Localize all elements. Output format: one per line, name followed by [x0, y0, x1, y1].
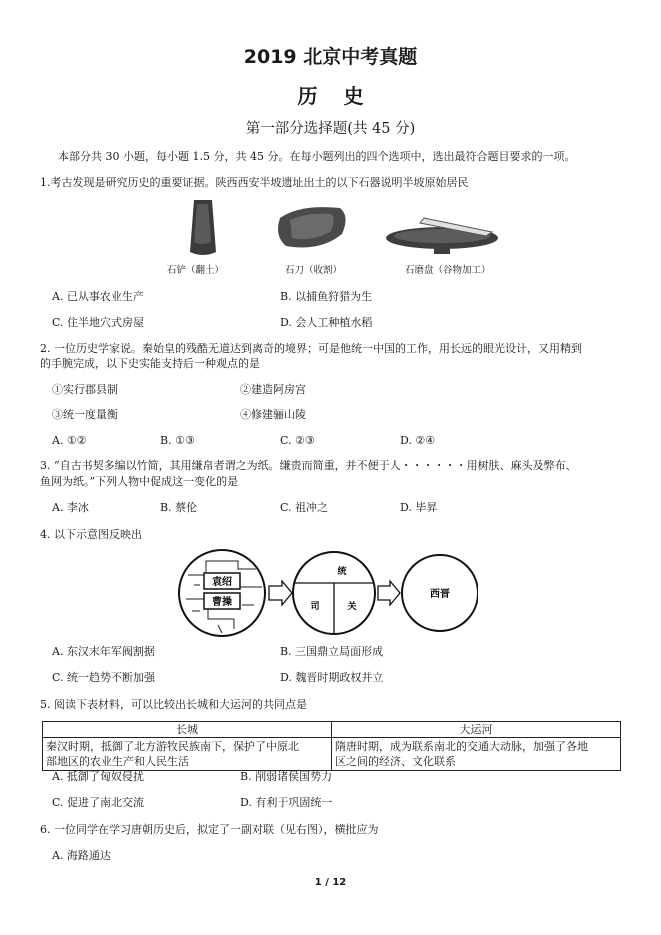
q1-option-a: A. 已从事农业生产 — [52, 290, 144, 303]
q2-item-2: ②建造阿房宫 — [240, 383, 306, 396]
q5-header-grand-canal: 大运河 — [332, 722, 621, 738]
q5-header-great-wall: 长城 — [43, 722, 332, 738]
q3-stem-line2: 鱼网为纸。”下列人物中促成这一变化的是 — [40, 475, 239, 488]
stone-knife-icon — [278, 207, 346, 247]
q2-stem-line2: 的手腕完成，以下史实能支持后一种观点的是 — [40, 357, 260, 370]
q2-item-4: ④修建骊山陵 — [240, 408, 306, 421]
q5-option-c: C. 促进了南北交流 — [52, 796, 145, 809]
q2-item-1: ①实行郡县制 — [52, 383, 118, 396]
q6-option-a: A. 海路通达 — [52, 849, 111, 862]
q2-option-d: D. ②④ — [400, 434, 436, 447]
q3-option-a: A. 李冰 — [52, 501, 89, 514]
section-title: 第一部分选择题(共 45 分) — [245, 121, 416, 137]
q4-diagram — [178, 547, 478, 639]
q2-stem-line1: 2. 一位历史学家说。秦始皇的残酷无道达到离奇的境界；可是他统一中国的工作，用长远的眼光设计，又用精到 — [40, 342, 582, 355]
q1-stem: 1.考古发现是研究历史的重要证据。陕西西安半坡遗址出土的以下石器说明半坡原始居民 — [40, 176, 469, 189]
map2-label-c: 关 — [347, 602, 357, 612]
q2-option-a: A. ①② — [52, 434, 87, 447]
q5-option-a: A. 抵御了匈奴侵扰 — [52, 770, 144, 783]
subject-title: 历史 — [297, 84, 390, 108]
q1-option-b: B. 以捕鱼狩猎为生 — [280, 290, 373, 303]
map-warlords — [179, 550, 265, 636]
stone-shovel-icon — [190, 200, 216, 255]
q5-cell-grand-canal: 隋唐时期，成为联系南北的交通大动脉，加强了各地 区之间的经济、文化联系 — [332, 738, 621, 771]
q5-comparison-table — [42, 721, 621, 771]
q3-option-b: B. 蔡伦 — [160, 501, 198, 514]
q3-option-d: D. 毕昇 — [400, 501, 438, 514]
q1-caption-knife: 石刀（收割） — [285, 265, 343, 276]
q2-item-3: ③统一度量衡 — [52, 408, 118, 421]
map3-label: 西晋 — [430, 589, 450, 600]
map-western-jin — [402, 555, 478, 631]
page-number: 1 / 12 — [314, 877, 347, 888]
q4-option-a: A. 东汉末年军阀割据 — [52, 645, 155, 658]
q2-option-c: C. ②③ — [280, 434, 315, 447]
arrow-right-icon — [378, 581, 400, 605]
q5-option-b: B. 削弱诸侯国势力 — [240, 770, 333, 783]
q4-option-c: C. 统一趋势不断加强 — [52, 671, 156, 684]
map1-label-yuanshao: 袁绍 — [212, 577, 232, 588]
page-title: 2019 北京中考真题 — [243, 46, 418, 68]
q1-option-d: D. 会人工种植水稻 — [280, 316, 373, 329]
q5-cell-great-wall: 秦汉时期，抵御了北方游牧民族南下，保护了中原北 部地区的农业生产和人民生活 — [43, 738, 332, 771]
q5-option-d: D. 有利于巩固统一 — [240, 796, 333, 809]
arrow-right-icon — [269, 581, 292, 605]
map-three-kingdoms — [293, 552, 375, 634]
q1-caption-grindstone: 石磨盘（谷物加工） — [405, 265, 491, 276]
q1-option-c: C. 住半地穴式房屋 — [52, 316, 145, 329]
q2-option-b: B. ①③ — [160, 434, 195, 447]
map2-label-b: 司 — [310, 602, 320, 612]
q4-option-b: B. 三国鼎立局面形成 — [280, 645, 384, 658]
q6-stem: 6. 一位同学在学习唐朝历史后，拟定了一副对联（见右图），横批应为 — [40, 823, 379, 836]
intro-text: 本部分共 30 小题，每小题 1.5 分，共 45 分。在每小题列出的四个选项中，选出最符合题目要求的一项。 — [58, 150, 576, 163]
q3-option-c: C. 祖冲之 — [280, 501, 329, 514]
q3-stem-line1: 3. “自古书契多编以竹简，其用缣帛者谓之为纸。缣贵而简重，并不便于人・・・・・・用树肤、麻头及弊布、 — [40, 459, 577, 472]
q4-stem: 4. 以下示意图反映出 — [40, 528, 142, 541]
grinding-stone-icon — [386, 218, 498, 254]
q4-option-d: D. 魏晋时期政权并立 — [280, 671, 384, 684]
map2-label-a: 统 — [337, 567, 347, 577]
q1-caption-shovel: 石铲（翻土） — [167, 265, 225, 276]
map1-label-caocao: 曹操 — [212, 597, 232, 608]
q1-stone-tools-image — [180, 196, 510, 260]
q5-stem: 5. 阅读下表材料，可以比较出长城和大运河的共同点是 — [40, 698, 307, 711]
